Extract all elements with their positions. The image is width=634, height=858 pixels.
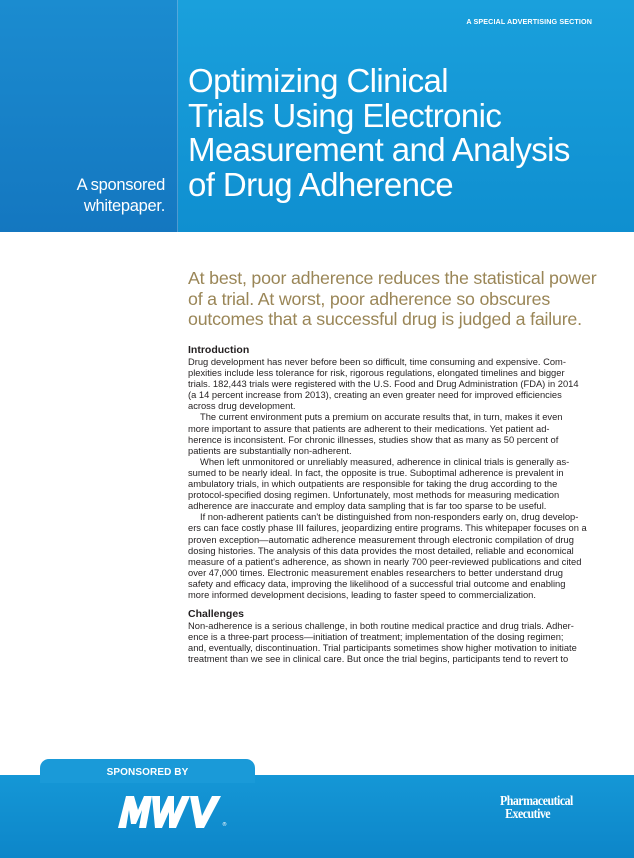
mwv-logo (116, 792, 236, 830)
publisher-line: Executive (505, 807, 551, 822)
title-line: Trials Using Electronic (188, 96, 502, 134)
text-line: herence is inconsistent. For chronic illnesses, studies show that as many as 50 percent of (188, 434, 559, 445)
text-line: safety and efficacy data, improving the likelihood of a successful trial outcome and enabling (188, 578, 566, 589)
sponsored-by-label: SPONSORED BY (106, 767, 189, 778)
introduction-heading: Introduction (188, 344, 250, 356)
sponsored-note-line: A sponsored (76, 176, 165, 194)
text-line: When left unmonitored or unreliably measured, adherence in clinical trials is generally as- (200, 456, 570, 467)
text-line: more informed development decisions, leading to faster speed to commercialization. (188, 589, 536, 600)
text-line: Non-adherence is a serious challenge, in both routine medical practice and drug trials. Adher- (188, 621, 574, 632)
intro-paragraph-4 (188, 512, 598, 601)
text-line: patients are substantially non-adherent. (188, 445, 352, 456)
text-line: measure of a patient's adherence, as shown in nearly 700 peer-reviewed publications and cited (188, 556, 582, 567)
sponsored-note-line: whitepaper. (83, 197, 165, 215)
pull-quote-line: of a trial. At worst, poor adherence so obscures (188, 288, 551, 309)
text-line: and, eventually, discontinuation. Trial participants sometimes show higher motivation to initiate (188, 643, 577, 654)
pull-quote-line: At best, poor adherence reduces the statistical power (188, 268, 597, 288)
text-line: trials. 182,443 trials were registered with the U.S. Food and Drug Administration (FDA) in 2014 (188, 379, 579, 390)
pull-quote-line: outcomes that a successful drug is judged a failure. (188, 309, 582, 329)
title-line: Optimizing Clinical (188, 62, 449, 99)
intro-paragraph-1 (188, 357, 598, 412)
challenges-paragraph (188, 621, 598, 665)
title-line: Measurement and Analysis (188, 131, 570, 168)
intro-paragraph-3 (188, 457, 598, 512)
text-line: proven exception—automatic adherence measurement through electronic compilation of drug (188, 534, 574, 545)
page-title (188, 64, 618, 202)
sponsored-whitepaper-note (20, 175, 165, 217)
text-line: If non-adherent patients can't be distinguished from non-responders early on, drug develop- (200, 512, 579, 523)
text-line: ers can face costly phase III failures, jeopardizing entire programs. This whitepaper focuses on a (188, 523, 587, 534)
text-line: treatment than we see in clinical care. But once the trial begins, participants tend to revert to (188, 654, 569, 665)
special-section-label: A SPECIAL ADVERTISING SECTION (466, 17, 592, 26)
challenges-heading: Challenges (188, 608, 245, 621)
text-line: Drug development has never before been so difficult, time consuming and expensive. Com- (188, 357, 566, 367)
text-line: across drug development. (188, 401, 296, 412)
pull-quote (188, 268, 618, 330)
text-line: adherence are inaccurate and employ data sampling that is far too sparse to be useful. (188, 501, 547, 512)
intro-paragraph-2 (188, 412, 598, 456)
article-body (188, 343, 598, 665)
text-line: protocol-specified dosing regimen. Unfortunately, most methods for measuring medication (188, 490, 560, 501)
text-line: ambulatory trials, in which outpatients are responsible for taking the drug according to the (188, 479, 558, 490)
text-line: dosing histories. The analysis of this data provides the most detailed, reliable and economical (188, 545, 574, 556)
svg-text:®: ® (222, 822, 227, 828)
text-line: plexities include less tolerance for risk, rigorous regulations, elongated timelines and bigger (188, 368, 565, 379)
publisher-line: Pharmaceutical (500, 794, 573, 809)
text-line: sumed to be nearly ideal. In fact, the opposite is true. Suboptimal adherence is prevalent in (188, 467, 564, 478)
text-line: ence is a three-part process—initiation of treatment; implementation of the dosing regimen; (188, 632, 564, 643)
title-line: of Drug Adherence (188, 165, 453, 203)
text-line: more important to assure that patients are adherent to their medications. Yet patient ad- (188, 423, 550, 434)
text-line: (a 14 percent increase from 2013), creating an even greater need for improved efficiencies (188, 390, 562, 401)
text-line: The current environment puts a premium on accurate results that, in turn, makes it even (200, 412, 563, 423)
text-line: over 47,000 times. Electronic measurement enables researchers to better understand drug (188, 567, 563, 578)
pharmaceutical-executive-logo (500, 795, 585, 821)
